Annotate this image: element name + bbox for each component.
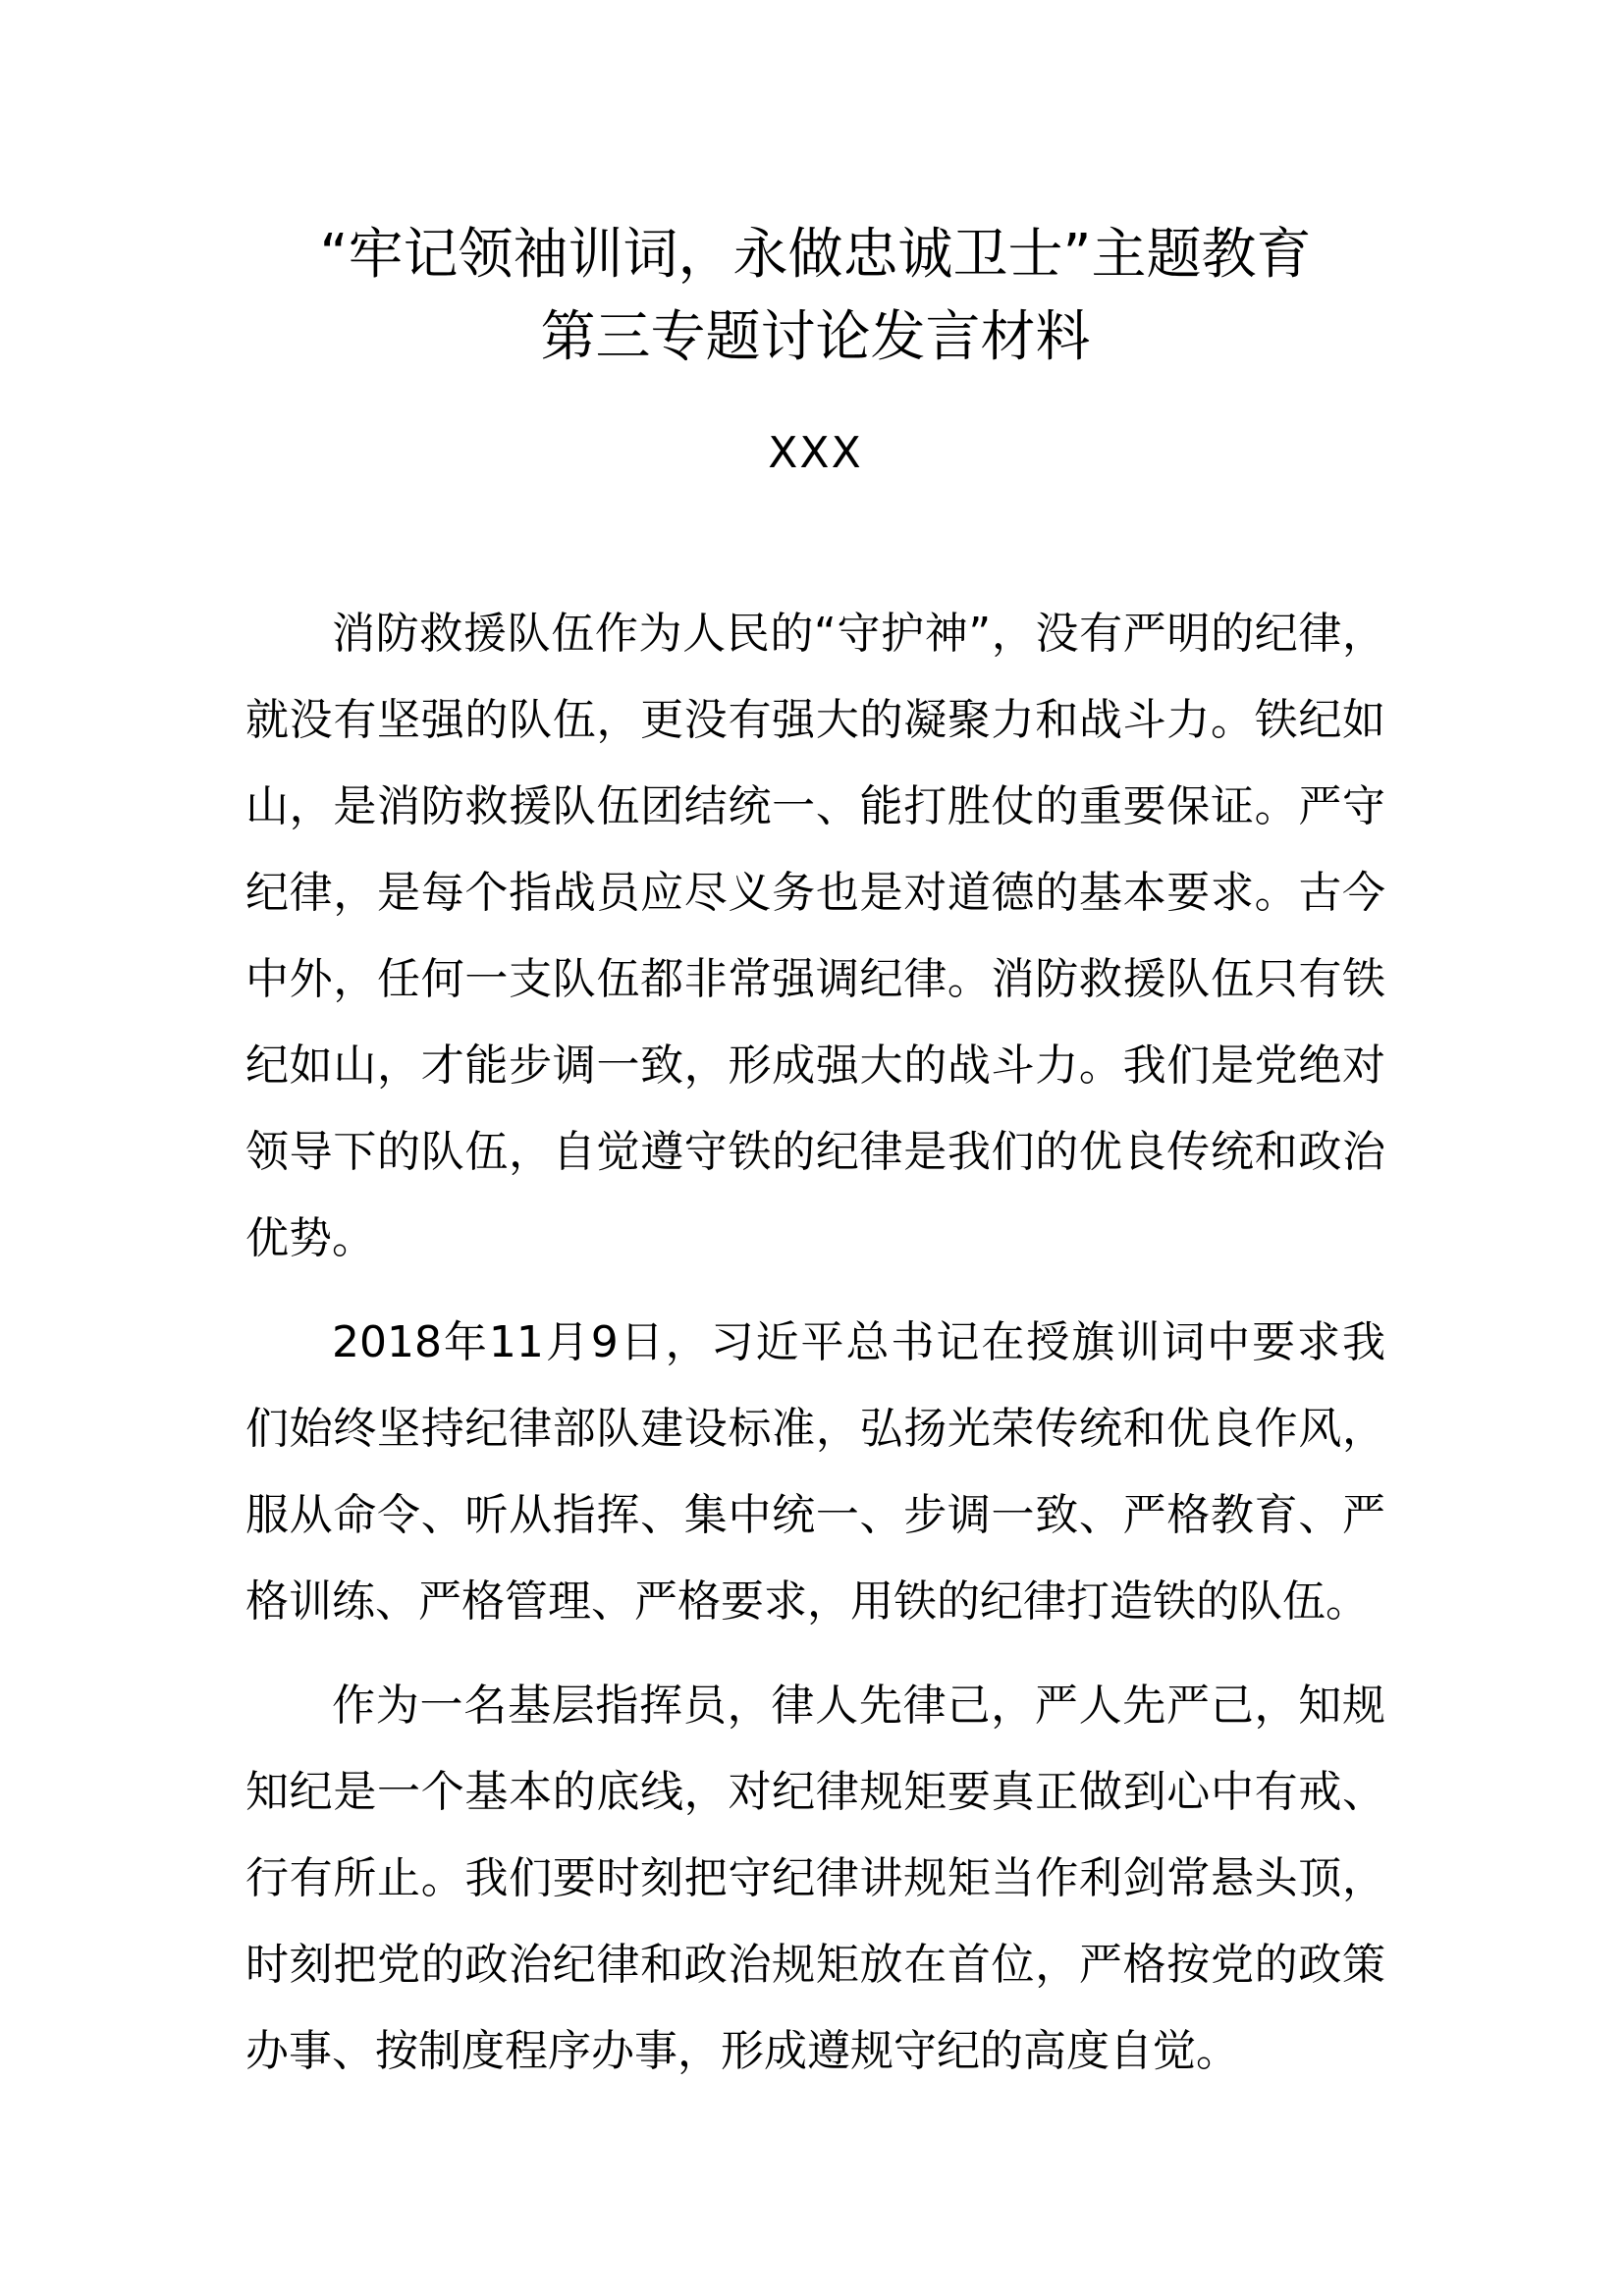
document-title — [245, 214, 1385, 379]
document-body — [245, 591, 1385, 2095]
author-name: XXX — [768, 428, 863, 478]
title-line-1: “牢记领袖训词，永做忠诚卫士”主题教育 — [319, 223, 1312, 287]
paragraph-3: 作为一名基层指挥员，律人先律己，严人先严己，知规知纪是一个基本的底线，对纪律规矩要真正做到心中有戒、行有所止。我们要时刻把守纪律讲规矩当作利剑常悬头顶，时刻把党的政治纪律和政治规矩放在首位，严格按党的政策办事、按制度程序办事，形成遵规守纪的高度自觉。 — [245, 1681, 1385, 2076]
title-line-2: 第三专题讨论发言材料 — [540, 305, 1091, 369]
paragraph-1: 消防救援队伍作为人民的“守护神”，没有严明的纪律，就没有坚强的队伍，更没有强大的凝聚力和战斗力。铁纪如山，是消防救援队伍团结统一、能打胜仗的重要保证。严守纪律，是每个指战员应尽义务也是对道德的基本要求。古今中外，任何一支队伍都非常强调纪律。消防救援队伍只有铁纪如山，才能步调一致，形成强大的战斗力。我们是党绝对领导下的队伍，自觉遵守铁的纪律是我们的优良传统和政治优势。 — [245, 609, 1385, 1263]
paragraph-2: 2018年11月9日，习近平总书记在授旗训词中要求我们始终坚持纪律部队建设标准，弘扬光荣传统和优良作风，服从命令、听从指挥、集中统一、步调一致、严格教育、严格训练、严格管理、严格要求，用铁的纪律打造铁的队伍。 — [245, 1317, 1385, 1627]
